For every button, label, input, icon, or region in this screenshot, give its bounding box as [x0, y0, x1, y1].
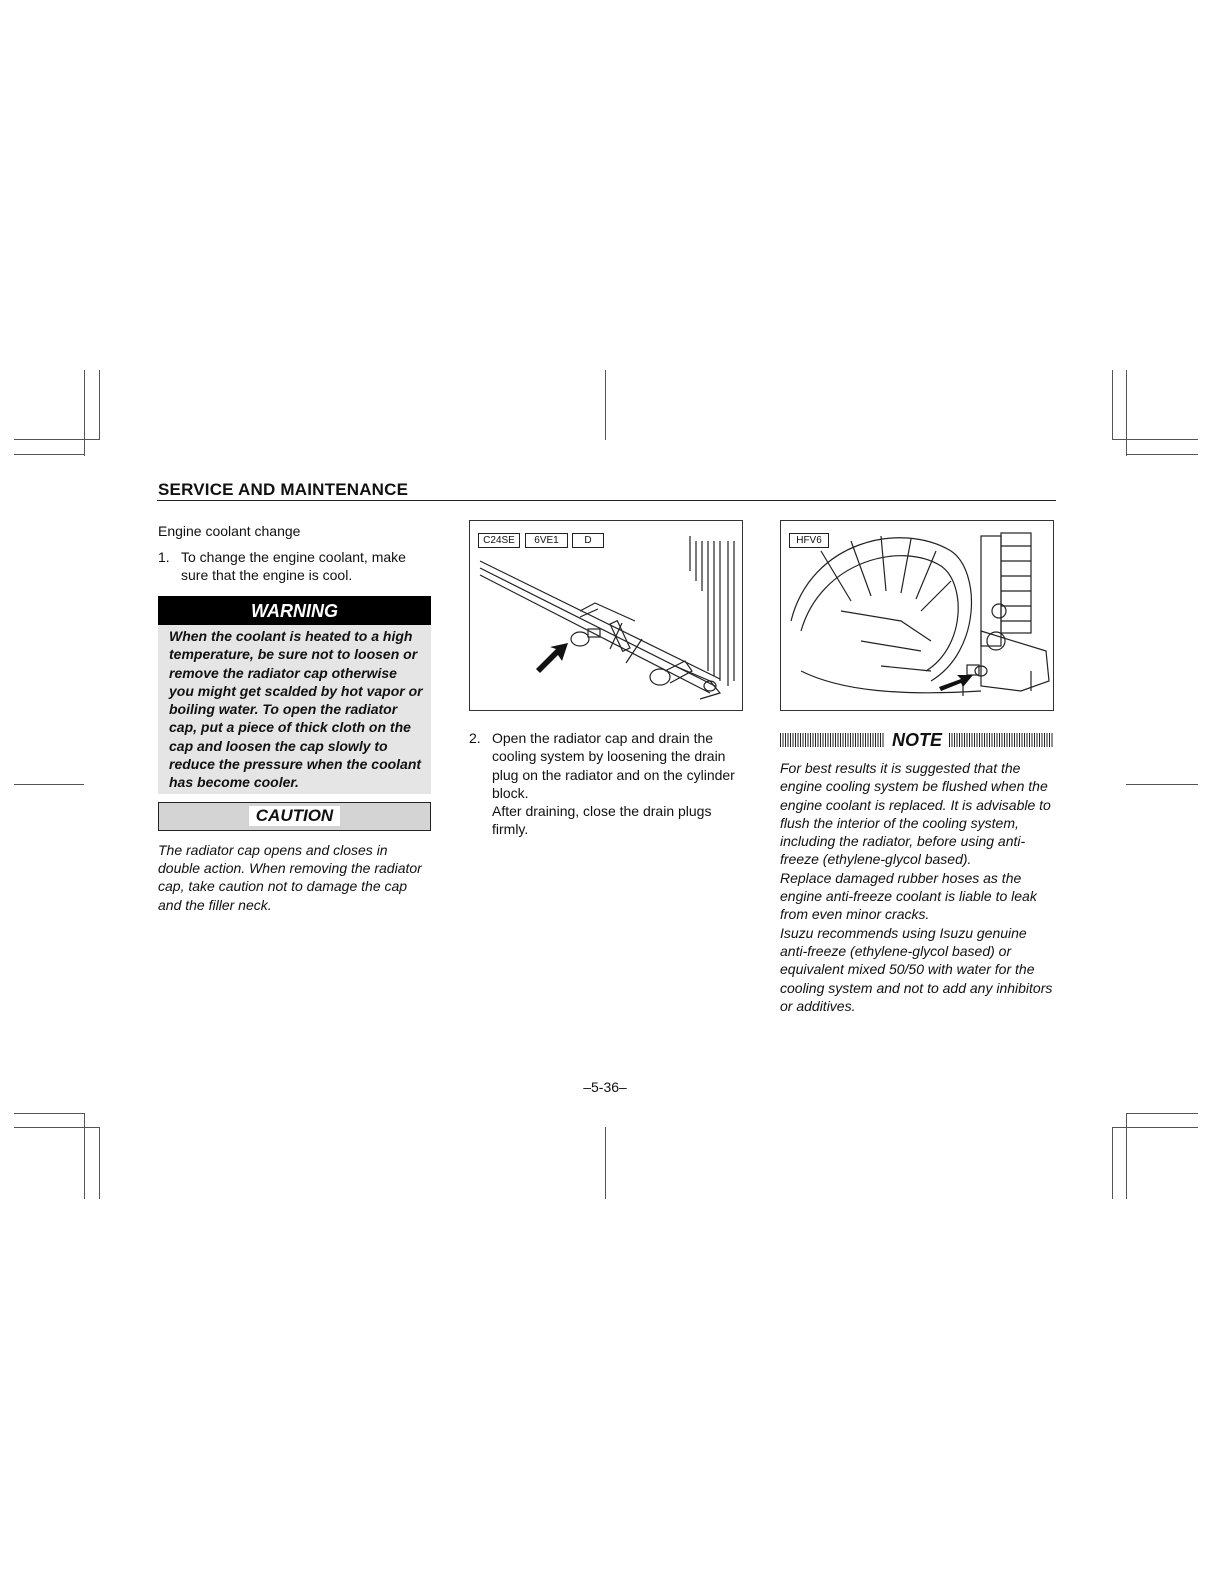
figure-tag: D: [572, 533, 604, 548]
note-body: [780, 759, 1056, 1015]
note-bars-right: [949, 733, 1054, 747]
caution-box: [158, 802, 431, 831]
step-number: 1.: [158, 549, 170, 565]
page-header: SERVICE AND MAINTENANCE: [158, 480, 409, 499]
page-number: –5-36–: [583, 1079, 627, 1095]
section-title: Engine coolant change: [158, 523, 301, 539]
note-label: NOTE: [892, 730, 943, 750]
figure-tag: HFV6: [789, 533, 829, 548]
note-paragraph: Replace damaged rubber hoses as the engine anti-freeze coolant is liable to leak from even minor cracks.: [780, 869, 1037, 923]
step-number: 2.: [469, 730, 481, 746]
radiator-illustration: [470, 521, 742, 710]
figure-cylinder-block-drain: [780, 520, 1054, 711]
middle-column: [469, 729, 744, 839]
figure-radiator-drain: [469, 520, 743, 711]
step-1: [158, 548, 432, 584]
step-2: [469, 729, 744, 839]
step-text: Open the radiator cap and drain the cooling system by loosening the drain plug on the radiator and on the cylinder block.: [492, 730, 735, 801]
step-text: To change the engine coolant, make sure that the engine is cool.: [181, 549, 406, 583]
left-column: [158, 522, 432, 914]
note-header: [780, 731, 1054, 749]
note-paragraph: Isuzu recommends using Isuzu genuine anti-freeze (ethylene-glycol based) or equivalent mixed 50/50 with water for the cooling system and not to add any inhibitors or additives.: [780, 924, 1053, 1014]
step-text-2: After draining, close the drain plugs firmly.: [492, 803, 712, 838]
figure-tag: 6VE1: [525, 533, 568, 548]
figure-tag: C24SE: [478, 533, 520, 548]
note-bars-left: [780, 733, 885, 747]
note-paragraph: For best results it is suggested that the engine cooling system be flushed when the engine coolant is replaced. It is advisable to flush the interior of the cooling system, including the radiator, before using anti-freeze (ethylene-glycol based).: [780, 760, 1051, 868]
warning-text: When the coolant is heated to a high temperature, be sure not to loosen or remove the radiator cap otherwise you might get scalded by hot vapor or boiling water. To open the radiator cap, put a piece of thick cloth on the cap and loosen the cap slowly to reduce the pressure when the coolant has become cooler.: [158, 625, 431, 794]
header-rule: [157, 500, 1056, 501]
engine-illustration: [781, 521, 1053, 710]
caution-label: CAUTION: [249, 806, 340, 826]
caution-text: The radiator cap opens and closes in double action. When removing the radiator cap, take caution not to damage the cap and the filler neck.: [158, 841, 422, 913]
warning-box: [158, 596, 431, 794]
warning-label: WARNING: [158, 596, 431, 625]
